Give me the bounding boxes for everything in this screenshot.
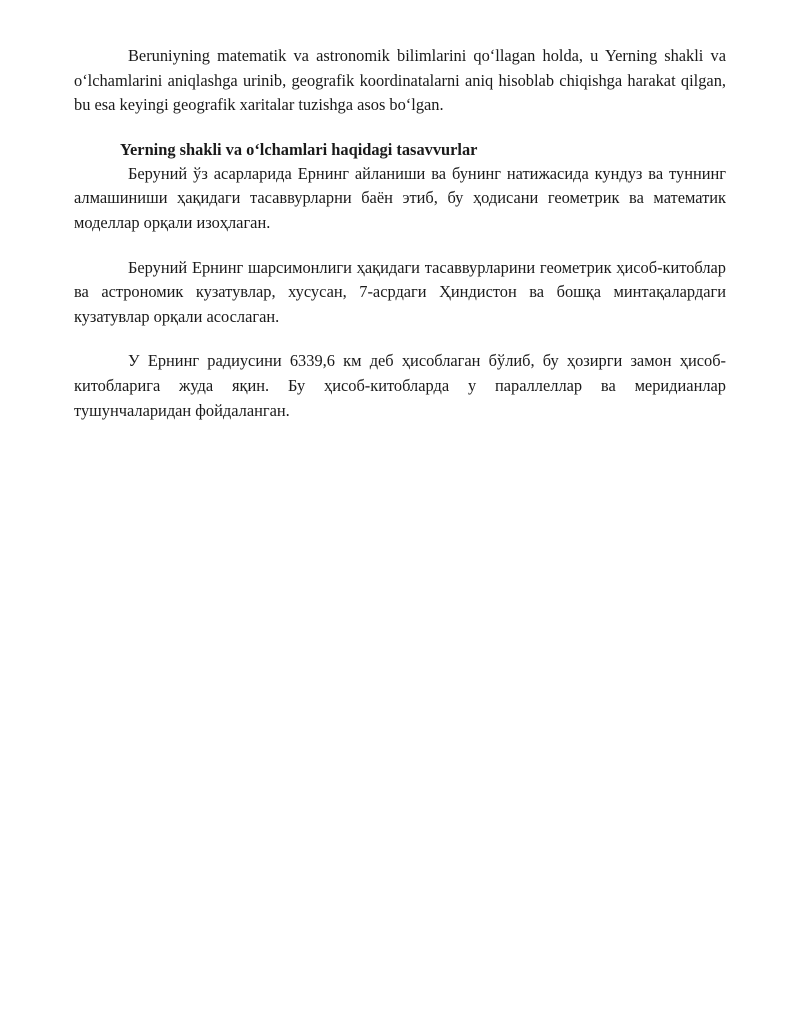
paragraph-radius: У Ернинг радиусини 6339,6 км деб ҳисоблаган бўлиб, бу ҳозирги замон ҳисоб-китобларига жуда яқин. Бу ҳисоб-китобларда у параллеллар ва меридианлар тушунчаларидан фойдаланган. — [74, 351, 726, 420]
section-heading: Yerning shakli va o‘lchamlari haqidagi tasavvurlar — [120, 139, 478, 159]
paragraph-sphericity: Беруний Ернинг шарсимонлиги ҳақидаги тасаввурларини геометрик ҳисоб-китоблар ва астрономик кузатувлар, хусусан, 7-асрдаги Ҳиндистон ва бошқа минтақалардаги кузатувлар орқали асослаган. — [74, 257, 726, 326]
paragraph-intro: Beruniyning matematik va astronomik bilimlarini qo‘llagan holda, u Yerning shakli va o‘lchamlarini aniqlashga urinib, geografik koordinatalarni aniq hisoblab chiqishga harakat qilgan, bu esa keyingi geografik xaritalar tuzishga asos bo‘lgan. — [74, 46, 726, 115]
paragraph-rotation: Беруний ўз асарларида Ернинг айланиши ва бунинг натижасида кундуз ва туннинг алмашиниши ҳақидаги тасаввурларни баён этиб, бу ҳодисани геометрик ва математик моделлар орқали изоҳлаган. — [74, 163, 726, 232]
document-page — [74, 44, 726, 423]
